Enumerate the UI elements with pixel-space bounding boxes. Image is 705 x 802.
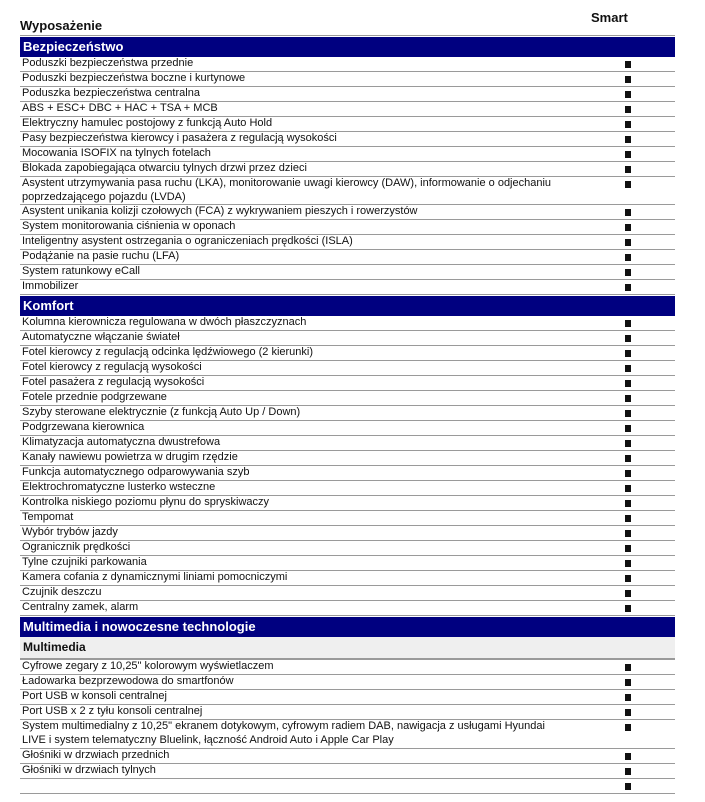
standard-square-icon: [625, 605, 631, 612]
feature-label: Fotel kierowcy z regulacją wysokości: [22, 361, 202, 374]
availability-cell: [565, 220, 675, 234]
standard-square-icon: [625, 664, 631, 671]
standard-square-icon: [625, 470, 631, 477]
table-row: [20, 87, 675, 102]
availability-cell: [565, 466, 675, 480]
subsection-header: Multimedia: [20, 637, 675, 660]
availability-cell: [565, 331, 675, 345]
standard-square-icon: [625, 455, 631, 462]
table-row: [20, 280, 675, 295]
feature-label: System monitorowania ciśnienia w oponach: [22, 220, 236, 233]
availability-cell: [565, 556, 675, 570]
standard-square-icon: [625, 209, 631, 216]
availability-cell: [565, 280, 675, 294]
feature-label: Inteligentny asystent ostrzegania o ograniczeniach prędkości (ISLA): [22, 235, 353, 248]
availability-cell: [565, 601, 675, 615]
equipment-table: [20, 10, 675, 794]
standard-square-icon: [625, 284, 631, 291]
availability-cell: [565, 250, 675, 264]
availability-cell: [565, 526, 675, 540]
table-row: [20, 147, 675, 162]
standard-square-icon: [625, 269, 631, 276]
standard-square-icon: [625, 239, 631, 246]
table-row: [20, 265, 675, 280]
feature-label: Kanały nawiewu powietrza w drugim rzędzie: [22, 451, 238, 464]
availability-cell: [565, 361, 675, 375]
table-row: [20, 132, 675, 147]
table-row: [20, 526, 675, 541]
availability-cell: [565, 406, 675, 420]
availability-cell: [565, 57, 675, 71]
standard-square-icon: [625, 783, 631, 790]
table-row: [20, 316, 675, 331]
standard-square-icon: [625, 575, 631, 582]
availability-cell: [565, 162, 675, 176]
table-row: [20, 481, 675, 496]
feature-label: Port USB w konsoli centralnej: [22, 690, 167, 703]
table-row: [20, 250, 675, 265]
availability-cell: [565, 660, 675, 674]
standard-square-icon: [625, 530, 631, 537]
feature-label: System multimedialny z 10,25" ekranem dotykowym, cyfrowym radiem DAB, nawigacja z usługami Hyundai LIVE i system telematyczny Bluelink, łączność Android Auto i Apple Car Play: [22, 720, 545, 747]
standard-square-icon: [625, 753, 631, 760]
table-row: [20, 571, 675, 586]
standard-square-icon: [625, 395, 631, 402]
table-row: [20, 705, 675, 720]
table-row: [20, 496, 675, 511]
feature-label: Tempomat: [22, 511, 74, 524]
table-row: [20, 346, 675, 361]
feature-label: Wybór trybów jazdy: [22, 526, 118, 539]
table-row: [20, 511, 675, 526]
table-row: [20, 177, 675, 205]
table-row: [20, 586, 675, 601]
feature-label: Pasy bezpieczeństwa kierowcy i pasażera z regulacją wysokości: [22, 132, 337, 144]
table-row: [20, 690, 675, 705]
table-row: [20, 720, 675, 748]
feature-label: Immobilizer: [22, 280, 79, 293]
table-row: [20, 466, 675, 481]
feature-label: Kamera cofania z dynamicznymi liniami pomocniczymi: [22, 571, 288, 584]
table-row: [20, 779, 675, 794]
feature-label: Poduszki bezpieczeństwa przednie: [22, 57, 194, 69]
table-row: [20, 601, 675, 616]
feature-label: Ogranicznik prędkości: [22, 541, 131, 554]
table-row: [20, 162, 675, 177]
table-row: [20, 361, 675, 376]
standard-square-icon: [625, 335, 631, 342]
availability-cell: [565, 571, 675, 585]
availability-cell: [565, 705, 675, 719]
table-row: [20, 117, 675, 132]
version-column-title: Smart: [591, 10, 628, 25]
feature-label: Podgrzewana kierownica: [22, 421, 145, 434]
standard-square-icon: [625, 224, 631, 231]
feature-label: Fotel kierowcy z regulacją odcinka lędźwiowego (2 kierunki): [22, 346, 314, 359]
feature-label: Asystent unikania kolizji czołowych (FCA) z wykrywaniem pieszych i rowerzystów: [22, 205, 418, 218]
feature-label: [20, 779, 565, 793]
feature-label: Asystent utrzymywania pasa ruchu (LKA), monitorowanie uwagi kierowcy (DAW), informowanie o odjechaniu poprzedzającego pojazdu (LVDA): [22, 177, 552, 203]
availability-cell: [565, 675, 675, 689]
feature-label: Ładowarka bezprzewodowa do smartfonów: [22, 675, 234, 688]
availability-cell: [565, 147, 675, 161]
table-row: [20, 764, 675, 779]
table-row: [20, 556, 675, 571]
standard-square-icon: [625, 709, 631, 716]
standard-square-icon: [625, 724, 631, 731]
table-row: [20, 541, 675, 556]
table-row: [20, 220, 675, 235]
feature-label: Centralny zamek, alarm: [22, 601, 139, 614]
feature-label: Poduszka bezpieczeństwa centralna: [22, 87, 200, 99]
standard-square-icon: [625, 679, 631, 686]
table-row: [20, 205, 675, 220]
table-row: [20, 102, 675, 117]
standard-square-icon: [625, 380, 631, 387]
table-row: [20, 436, 675, 451]
availability-cell: [565, 205, 675, 219]
feature-label: Głośniki w drzwiach przednich: [22, 748, 170, 761]
section-header: Komfort: [20, 296, 675, 316]
feature-label: ABS + ESC+ DBC + HAC + TSA + MCB: [22, 102, 218, 114]
standard-square-icon: [625, 254, 631, 261]
table-header: [20, 10, 675, 36]
availability-cell: [565, 749, 675, 763]
table-row: [20, 376, 675, 391]
feature-label: Kolumna kierownicza regulowana w dwóch płaszczyznach: [22, 316, 307, 329]
standard-square-icon: [625, 545, 631, 552]
availability-cell: [565, 102, 675, 116]
standard-square-icon: [625, 768, 631, 775]
standard-square-icon: [625, 515, 631, 522]
standard-square-icon: [625, 365, 631, 372]
column-title: Wyposażenie: [20, 18, 103, 33]
feature-label: Mocowania ISOFIX na tylnych fotelach: [22, 147, 211, 159]
feature-label: Cyfrowe zegary z 10,25" kolorowym wyświetlaczem: [22, 660, 274, 673]
feature-label: Klimatyzacja automatyczna dwustrefowa: [22, 436, 221, 449]
table-row: [20, 675, 675, 690]
standard-square-icon: [625, 440, 631, 447]
availability-cell: [565, 481, 675, 495]
availability-cell: [565, 376, 675, 390]
availability-cell: [565, 346, 675, 360]
standard-square-icon: [625, 694, 631, 701]
feature-label: Fotel pasażera z regulacją wysokości: [22, 376, 205, 389]
availability-cell: [565, 87, 675, 101]
table-row: [20, 72, 675, 87]
feature-label: Funkcja automatycznego odparowywania szyb: [22, 466, 250, 479]
standard-square-icon: [625, 151, 631, 158]
table-row: [20, 749, 675, 764]
standard-square-icon: [625, 425, 631, 432]
availability-cell: [565, 779, 675, 793]
availability-cell: [565, 690, 675, 704]
availability-cell: [565, 265, 675, 279]
availability-cell: [565, 391, 675, 405]
table-row: [20, 391, 675, 406]
feature-label: Kontrolka niskiego poziomu płynu do spryskiwaczy: [22, 496, 270, 509]
table-row: [20, 235, 675, 250]
standard-square-icon: [625, 166, 631, 173]
table-row: [20, 451, 675, 466]
feature-label: Podążanie na pasie ruchu (LFA): [22, 250, 180, 263]
availability-cell: [565, 451, 675, 465]
availability-cell: [565, 235, 675, 249]
feature-label: System ratunkowy eCall: [22, 265, 140, 278]
availability-cell: [565, 496, 675, 510]
standard-square-icon: [625, 320, 631, 327]
feature-label: Elektryczny hamulec postojowy z funkcją Auto Hold: [22, 117, 273, 129]
availability-cell: [565, 764, 675, 778]
availability-cell: [565, 436, 675, 450]
feature-label: Elektrochromatyczne lusterko wsteczne: [22, 481, 216, 494]
table-row: [20, 660, 675, 675]
standard-square-icon: [625, 121, 631, 128]
availability-cell: [565, 541, 675, 555]
feature-label: Port USB x 2 z tyłu konsoli centralnej: [22, 705, 203, 718]
feature-label: Szyby sterowane elektrycznie (z funkcją Auto Up / Down): [22, 406, 301, 419]
table-row: [20, 57, 675, 72]
availability-cell: [565, 720, 675, 747]
availability-cell: [565, 132, 675, 146]
standard-square-icon: [625, 106, 631, 113]
feature-label: Fotele przednie podgrzewane: [22, 391, 167, 404]
availability-cell: [565, 316, 675, 330]
standard-square-icon: [625, 590, 631, 597]
standard-square-icon: [625, 76, 631, 83]
standard-square-icon: [625, 485, 631, 492]
feature-label: Poduszki bezpieczeństwa boczne i kurtynowe: [22, 72, 246, 84]
availability-cell: [565, 511, 675, 525]
feature-label: Blokada zapobiegająca otwarciu tylnych drzwi przez dzieci: [22, 162, 307, 174]
standard-square-icon: [625, 560, 631, 567]
standard-square-icon: [625, 500, 631, 507]
section-header: Bezpieczeństwo: [20, 37, 675, 57]
availability-cell: [565, 117, 675, 131]
availability-cell: [565, 177, 675, 204]
table-row: [20, 406, 675, 421]
standard-square-icon: [625, 350, 631, 357]
standard-square-icon: [625, 181, 631, 188]
standard-square-icon: [625, 61, 631, 68]
feature-label: Głośniki w drzwiach tylnych: [22, 763, 156, 776]
availability-cell: [565, 72, 675, 86]
feature-label: Automatyczne włączanie świateł: [22, 331, 180, 344]
availability-cell: [565, 586, 675, 600]
table-row: [20, 331, 675, 346]
standard-square-icon: [625, 136, 631, 143]
feature-label: Czujnik deszczu: [22, 586, 102, 599]
section-header: Multimedia i nowoczesne technologie: [20, 617, 675, 637]
standard-square-icon: [625, 410, 631, 417]
table-row: [20, 421, 675, 436]
feature-label: Tylne czujniki parkowania: [22, 556, 147, 569]
standard-square-icon: [625, 91, 631, 98]
availability-cell: [565, 421, 675, 435]
